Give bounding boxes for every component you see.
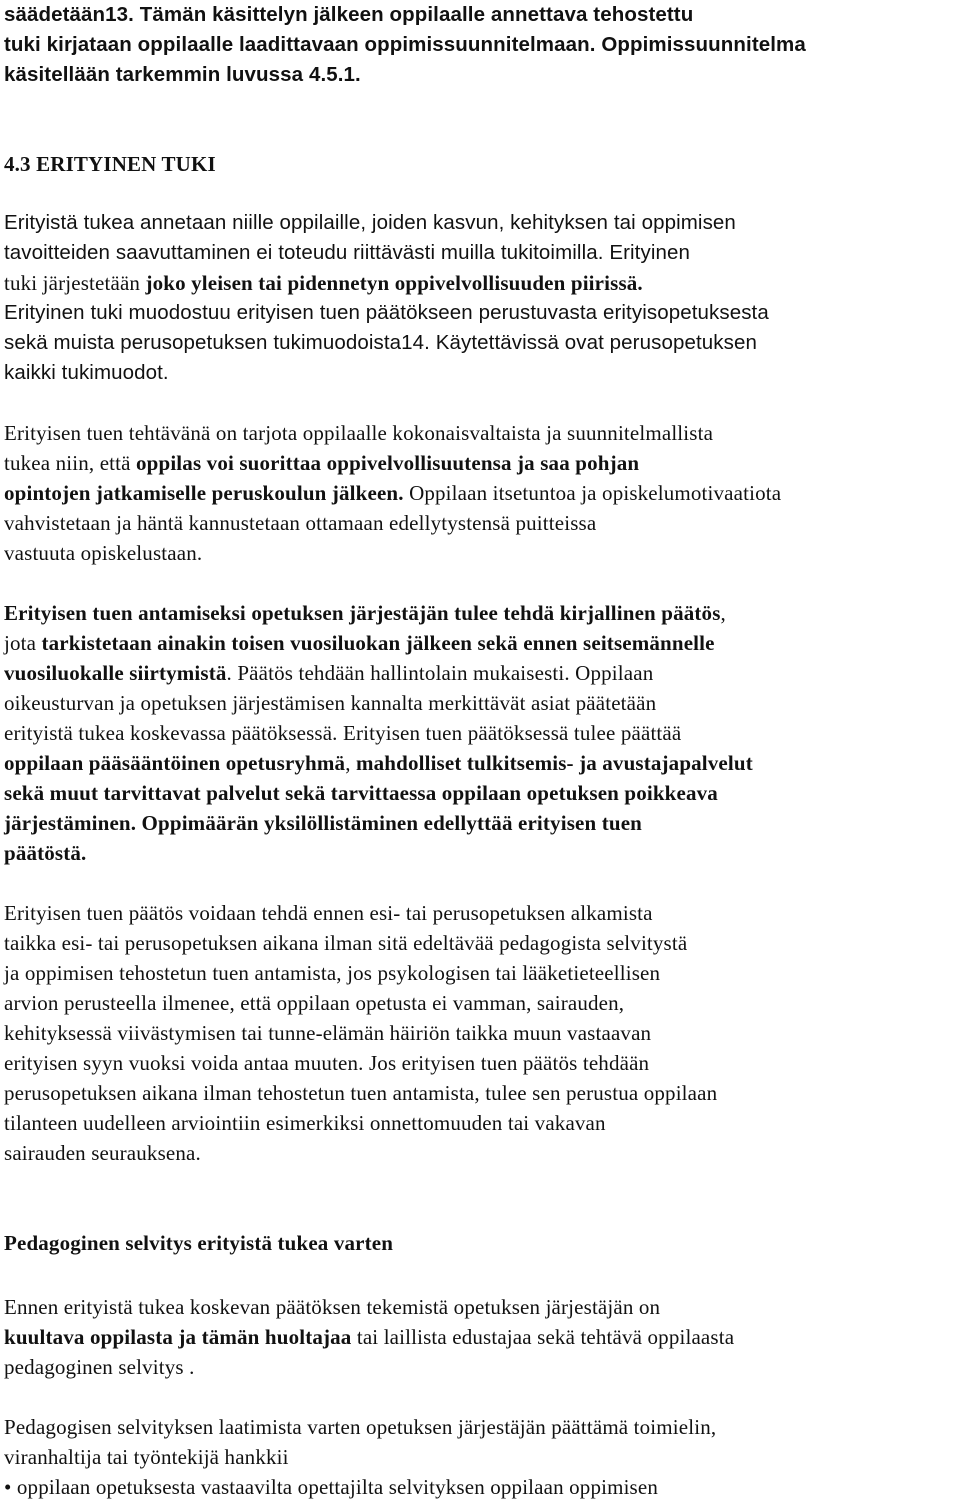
- text-run: tuki järjestetään: [4, 271, 146, 295]
- text-run: viranhaltija tai työntekijä hankkii: [4, 1445, 289, 1469]
- text-run: kaikki tukimuodot.: [4, 361, 169, 384]
- text-run: Ennen erityistä tukea koskevan päätöksen tekemistä opetuksen järjestäjän on: [4, 1295, 661, 1319]
- text-line: [4, 478, 781, 508]
- text-line: [4, 988, 624, 1018]
- text-line: [4, 1018, 651, 1048]
- text-run: erityisen syyn vuoksi voida antaa muuten. Jos erityisen tuen päätös tehdään: [4, 1051, 650, 1075]
- text-line: [4, 838, 86, 868]
- bold-text: tuki kirjataan oppilaalle laadittavaan oppimissuunnitelmaan. Oppimissuunnitelma: [4, 33, 806, 56]
- bold-text: kuultava oppilasta ja tämän huoltajaa: [4, 1325, 352, 1349]
- text-line: [4, 418, 713, 448]
- text-line: [4, 898, 653, 928]
- text-run: Erityistä tukea annetaan niille oppilaille, joiden kasvun, kehityksen tai oppimisen: [4, 211, 736, 234]
- bold-text: järjestäminen. Oppimäärän yksilöllistäminen edellyttää erityisen tuen: [4, 811, 642, 835]
- section-heading: [4, 149, 216, 179]
- text-line: [4, 508, 596, 538]
- bold-text: sekä muut tarvittavat palvelut sekä tarvittaessa oppilaan opetuksen poikkeava: [4, 781, 718, 805]
- text-run: Erityisen tuen päätös voidaan tehdä ennen esi- tai perusopetuksen alkamista: [4, 901, 653, 925]
- bold-text: mahdolliset tulkitsemis- ja avustajapalvelut: [356, 751, 753, 775]
- text-run: perusopetuksen aikana ilman tehostetun tuen antamista, tulee sen perustua oppilaan: [4, 1081, 718, 1105]
- bold-text: oppilas voi suorittaa oppivelvollisuutensa ja saa pohjan: [136, 451, 640, 475]
- text-line: [4, 538, 202, 568]
- text-line: [4, 30, 806, 60]
- text-line: [4, 1292, 660, 1322]
- text-line: [4, 1078, 717, 1108]
- text-line: [4, 60, 361, 90]
- text-run: arvion perusteella ilmenee, että oppilaan opetusta ei vamman, sairauden,: [4, 991, 625, 1015]
- text-line: [4, 658, 653, 688]
- text-run: taikka esi- tai perusopetuksen aikana ilman sitä edeltävää pedagogista selvitystä: [4, 931, 688, 955]
- text-line: [4, 808, 642, 838]
- bold-text: joko yleisen tai pidennetyn oppivelvollisuuden piirissä.: [145, 271, 643, 295]
- text-run: ja oppimisen tehostetun tuen antamista, jos psykologisen tai lääketieteellisen: [4, 961, 661, 985]
- text-line: [4, 958, 660, 988]
- text-run: ,: [345, 751, 356, 775]
- text-line: [4, 598, 726, 628]
- text-line: [4, 268, 643, 298]
- bold-text: Pedagoginen selvitys erityistä tukea varten: [4, 1231, 394, 1255]
- bold-text: oppilaan pääsääntöinen opetusryhmä: [4, 751, 346, 775]
- text-line: [4, 928, 687, 958]
- text-run: jota: [4, 631, 42, 655]
- intro-line: [4, 0, 693, 30]
- bold-text: päätöstä.: [4, 841, 87, 865]
- text-line: [4, 718, 681, 748]
- bold-text: käsitellään tarkemmin luvussa 4.5.1.: [4, 63, 361, 86]
- bold-text: 4.3 ERITYINEN TUKI: [4, 152, 216, 176]
- bold-text: tarkistetaan ainakin toisen vuosiluokan jälkeen sekä ennen seitsemännelle: [41, 631, 715, 655]
- text-run: erityistä tukea koskevassa päätöksessä. Erityisen tuen päätöksessä tulee päättää: [4, 721, 682, 745]
- text-run: Oppilaan itsetuntoa ja opiskelumotivaatiota: [403, 481, 782, 505]
- text-line: [4, 448, 639, 478]
- text-run: • oppilaan opetuksesta vastaavilta opettajilta selvityksen oppilaan oppimisen: [4, 1475, 658, 1499]
- text-run: sairauden seurauksena.: [4, 1141, 201, 1165]
- bold-text: vuosiluokalle siirtymistä: [4, 661, 227, 685]
- bold-text: Erityisen tuen antamiseksi opetuksen järjestäjän tulee tehdä kirjallinen päätös: [4, 601, 721, 625]
- text-run: Erityinen tuki muodostuu erityisen tuen päätökseen perustuvasta erityisopetuksesta: [4, 301, 769, 324]
- text-run: ,: [720, 601, 726, 625]
- text-run: oikeusturvan ja opetuksen järjestämisen kannalta merkittävät asiat päätetään: [4, 691, 657, 715]
- text-line: [4, 778, 718, 808]
- text-line: [4, 1412, 716, 1442]
- text-run: tai laillista edustajaa sekä tehtävä oppilaasta: [351, 1325, 735, 1349]
- text-line: [4, 238, 690, 268]
- bold-text: säädetään13. Tämän käsittelyn jälkeen oppilaalle annettava tehostettu: [4, 3, 694, 26]
- text-line: [4, 1322, 734, 1352]
- text-run: tavoitteiden saavuttaminen ei toteudu riittävästi muilla tukitoimilla. Erityinen: [4, 241, 690, 264]
- text-line: [4, 1442, 289, 1472]
- text-run: tukea niin, että: [4, 451, 137, 475]
- text-line: [4, 328, 757, 358]
- text-line: [4, 1108, 606, 1138]
- text-run: tilanteen uudelleen arviointiin esimerkiksi onnettomuuden tai vakavan: [4, 1111, 606, 1135]
- text-run: vastuuta opiskelustaan.: [4, 541, 203, 565]
- text-line: [4, 1352, 195, 1382]
- text-line: [4, 1138, 201, 1168]
- text-run: pedagoginen selvitys .: [4, 1355, 195, 1379]
- text-line: [4, 208, 736, 238]
- text-run: kehityksessä viivästymisen tai tunne-elämän häiriön taikka muun vastaavan: [4, 1021, 652, 1045]
- text-run: Pedagogisen selvityksen laatimista varten opetuksen järjestäjän päättämä toimielin,: [4, 1415, 717, 1439]
- text-line: [4, 688, 656, 718]
- text-run: Erityisen tuen tehtävänä on tarjota oppilaalle kokonaisvaltaista ja suunnitelmallista: [4, 421, 714, 445]
- text-run: sekä muista perusopetuksen tukimuodoista14. Käytettävissä ovat perusopetuksen: [4, 331, 757, 354]
- subheading: [4, 1228, 393, 1258]
- text-line: [4, 628, 715, 658]
- text-run: vahvistetaan ja häntä kannustetaan ottamaan edellytystensä puitteissa: [4, 511, 597, 535]
- text-line: [4, 358, 169, 388]
- text-run: . Päätös tehdään hallintolain mukaisesti. Oppilaan: [226, 661, 654, 685]
- text-line: [4, 1048, 649, 1078]
- text-line: [4, 748, 753, 778]
- text-line: [4, 298, 769, 328]
- bold-text: opintojen jatkamiselle peruskoulun jälkeen.: [4, 481, 404, 505]
- text-line: [4, 1472, 658, 1502]
